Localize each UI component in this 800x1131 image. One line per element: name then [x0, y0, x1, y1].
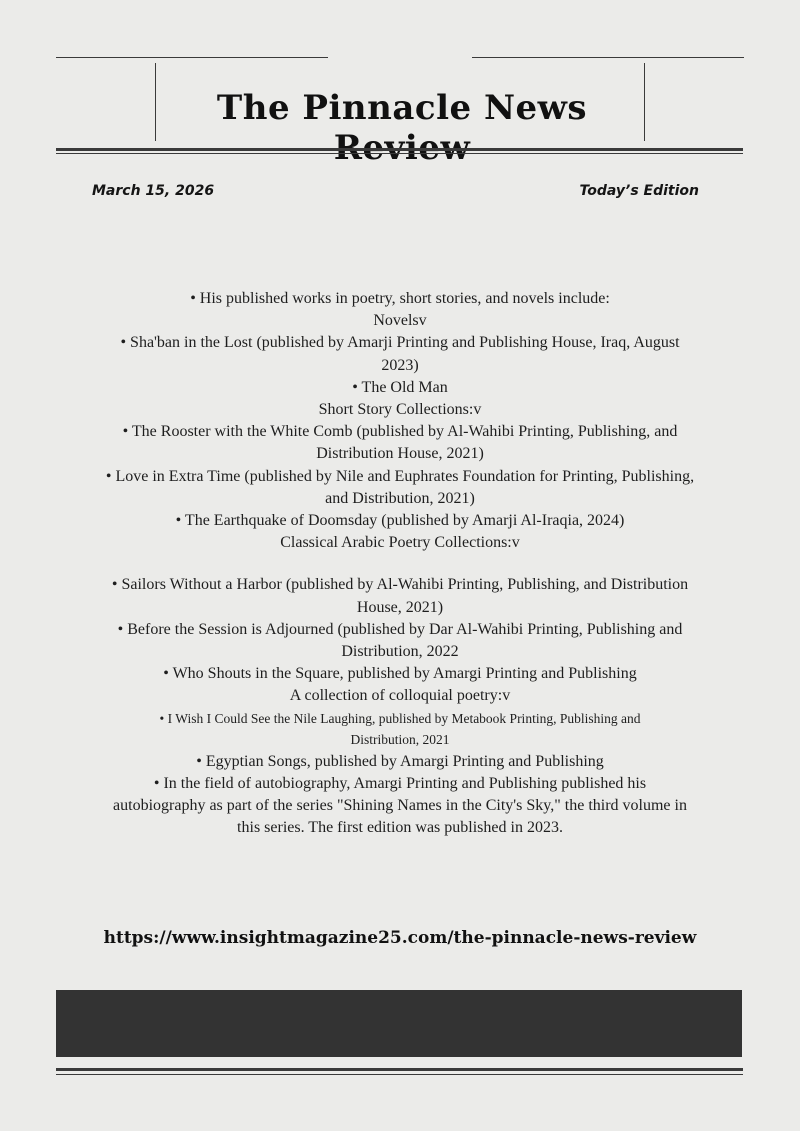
article-line: • The Rooster with the White Comb (published by Al-Wahibi Printing, Publishing, and — [122, 423, 678, 441]
masthead-divider-left — [155, 63, 156, 141]
article-line: • Love in Extra Time (published by Nile and Euphrates Foundation for Printing, Publishing, — [105, 467, 695, 485]
article-line: House, 2021) — [356, 598, 444, 616]
article-line: 2023) — [381, 356, 419, 374]
article-line: and Distribution, 2021) — [325, 489, 475, 507]
article-line: Novelsv — [373, 312, 427, 330]
article-line: Short Story Collections:v — [318, 401, 482, 419]
article-body — [56, 288, 744, 839]
issue-date: March 15, 2026 — [92, 183, 215, 199]
article-line: • Sha'ban in the Lost (published by Amarji Printing and Publishing House, Iraq, August — [120, 334, 680, 352]
masthead-divider-right — [644, 63, 645, 141]
article-line: • I Wish I Could See the Nile Laughing, published by Metabook Printing, Publishing and — [159, 710, 641, 726]
article-line: • Who Shouts in the Square, published by Amargi Printing and Publishing — [163, 665, 637, 683]
article-line: autobiography as part of the series "Shining Names in the City's Sky," the third volume in — [113, 797, 687, 815]
article-line: • Sailors Without a Harbor (published by Al-Wahibi Printing, Publishing, and Distribution — [111, 576, 689, 594]
masthead-rule-thick — [56, 148, 743, 151]
article-line: • In the field of autobiography, Amargi Printing and Publishing published his — [153, 774, 647, 792]
top-rule-right — [472, 57, 744, 58]
article-line: • Before the Session is Adjourned (published by Dar Al-Wahibi Printing, Publishing and — [117, 620, 683, 638]
bottom-rule-thick — [56, 1068, 743, 1071]
article-line: Distribution House, 2021) — [316, 445, 484, 463]
edition-label: Today’s Edition — [579, 183, 699, 199]
footer-dark-panel — [56, 990, 742, 1057]
article-line: Distribution, 2022 — [341, 643, 459, 661]
article-line: Classical Arabic Poetry Collections:v — [280, 534, 520, 552]
bottom-rule-thin — [56, 1074, 743, 1075]
article-line: A collection of colloquial poetry:v — [289, 687, 511, 705]
paragraph-gap — [56, 554, 744, 574]
masthead-title: The Pinnacle News — [216, 88, 588, 128]
top-rule-left — [56, 57, 328, 58]
article-line: Distribution, 2021 — [350, 732, 450, 748]
masthead-rule-thin — [56, 153, 743, 154]
footer-url-link[interactable]: https://www.insightmagazine25.com/the-pinnacle-news-review — [103, 928, 697, 948]
article-line: • The Earthquake of Doomsday (published by Amarji Al-Iraqia, 2024) — [175, 512, 625, 530]
article-line: this series. The first edition was published in 2023. — [237, 819, 563, 837]
article-line: • The Old Man — [352, 378, 448, 396]
article-line: • His published works in poetry, short stories, and novels include: — [190, 290, 610, 307]
article-line: • Egyptian Songs, published by Amargi Printing and Publishing — [196, 752, 604, 770]
